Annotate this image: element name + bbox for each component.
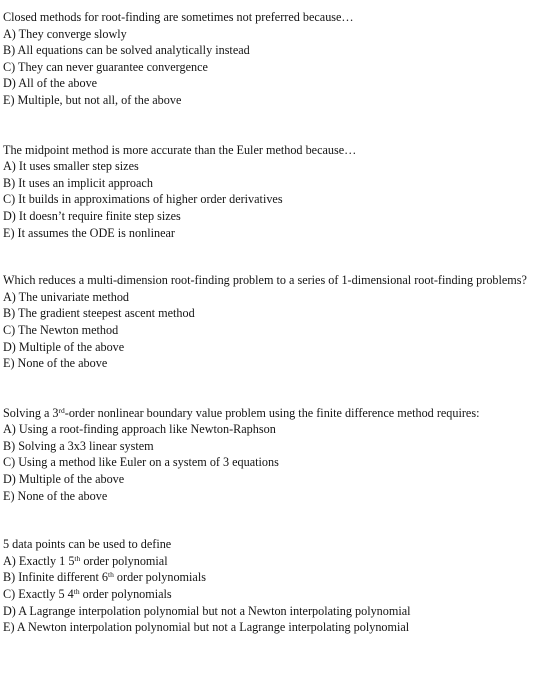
question-5-option-a-sup: th	[74, 553, 81, 563]
question-5-option-a	[3, 553, 539, 570]
question-5	[3, 536, 539, 636]
question-5-option-b	[3, 569, 539, 586]
question-3-option-b: B) The gradient steepest ascent method	[3, 306, 195, 321]
question-5-option-c	[3, 586, 539, 603]
question-5-option-b-pre: B) Infinite different 6	[3, 570, 109, 585]
question-1-option-a: A) They converge slowly	[3, 26, 127, 41]
question-1-option-c: C) They can never guarantee convergence	[3, 59, 208, 74]
question-1-options	[3, 26, 539, 109]
question-2-option-c: C) It builds in approximations of higher order derivatives	[3, 192, 283, 207]
question-sheet	[3, 9, 539, 636]
question-3-option-a: A) The univariate method	[3, 289, 130, 304]
question-5-option-e: E) A Newton interpolation polynomial but not a Lagrange interpolating polynomial	[3, 620, 410, 635]
question-5-stem: 5 data points can be used to define	[3, 537, 172, 552]
question-3-option-d: D) Multiple of the above	[3, 339, 125, 354]
question-2-option-a: A) It uses smaller step sizes	[3, 159, 139, 174]
question-5-option-b-post: order polynomials	[113, 570, 206, 585]
question-4-stem-pre: Solving a 3	[3, 405, 59, 420]
question-2-option-d: D) It doesn’t require finite step sizes	[3, 208, 181, 223]
question-2	[3, 142, 539, 242]
question-5-options	[3, 553, 539, 636]
question-5-option-a-post: order polynomial	[80, 553, 168, 568]
question-3-options	[3, 289, 539, 372]
question-3-option-e: E) None of the above	[3, 356, 108, 371]
question-4-option-e: E) None of the above	[3, 488, 108, 503]
question-4-stem-post: -order nonlinear boundary value problem using the finite difference method requires:	[64, 405, 480, 420]
question-2-option-e: E) It assumes the ODE is nonlinear	[3, 225, 175, 240]
question-5-option-d: D) A Lagrange interpolation polynomial but not a Newton interpolating polynomial	[3, 603, 411, 618]
question-1-option-d: D) All of the above	[3, 76, 98, 91]
question-2-options	[3, 158, 539, 241]
question-5-option-c-post: order polynomials	[79, 587, 172, 602]
question-5-option-c-sup: th	[73, 587, 80, 597]
question-2-stem: The midpoint method is more accurate than the Euler method because…	[3, 142, 357, 157]
question-3-option-c: C) The Newton method	[3, 322, 119, 337]
question-5-option-a-pre: A) Exactly 1 5	[3, 553, 75, 568]
question-4-stem	[3, 405, 539, 422]
question-4-option-a: A) Using a root-finding approach like Newton-Raphson	[3, 422, 276, 437]
question-1	[3, 9, 539, 109]
question-3-stem: Which reduces a multi-dimension root-finding problem to a series of 1-dimensional root-finding problems?	[3, 273, 527, 288]
question-4-option-b: B) Solving a 3x3 linear system	[3, 438, 154, 453]
question-4	[3, 405, 539, 505]
question-3	[3, 272, 539, 372]
question-4-option-c: C) Using a method like Euler on a system of 3 equations	[3, 455, 279, 470]
question-5-option-b-sup: th	[108, 570, 114, 580]
question-1-option-b: B) All equations can be solved analytically instead	[3, 43, 250, 58]
question-4-stem-sup: rd	[58, 405, 65, 415]
question-1-option-e: E) Multiple, but not all, of the above	[3, 92, 182, 107]
question-5-option-c-pre: C) Exactly 5 4	[3, 587, 74, 602]
question-4-option-d: D) Multiple of the above	[3, 472, 125, 487]
question-4-options	[3, 421, 539, 504]
question-1-stem: Closed methods for root-finding are sometimes not preferred because…	[3, 10, 354, 24]
question-2-option-b: B) It uses an implicit approach	[3, 175, 153, 190]
